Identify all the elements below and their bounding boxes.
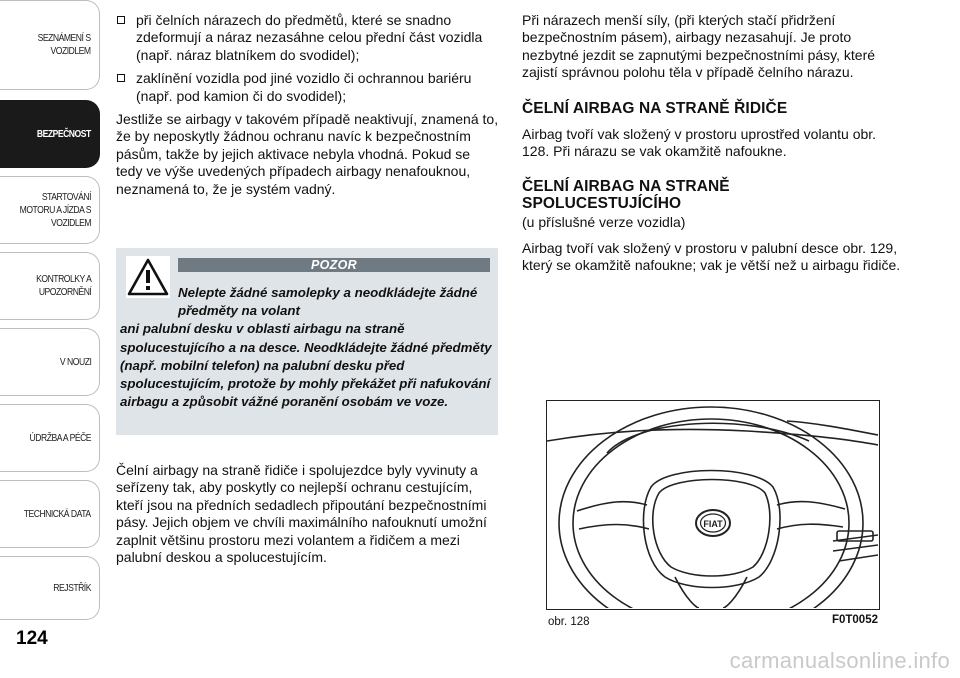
section-heading-driver-airbag: ČELNÍ AIRBAG NA STRANĚ ŘIDIČE — [522, 99, 788, 117]
body-paragraph: Airbag tvoří vak složený v prostoru uprostřed volantu obr. 128. Při nárazu se vak okamžitě nafoukne. — [522, 125, 877, 160]
body-paragraph: Jestliže se airbagy v takovém případě neaktivují, znamená to, že by neposkytly žádnou ochranu navíc k bezpečnostním pásům, takže by jejich aktivace nebyla vhodná. Pokud se tedy ve výše uvedených případech airbagy nenafouknou, neznamená to, že je systém vadný. — [116, 111, 499, 197]
left-column-bottom — [116, 462, 500, 576]
tab-label: TECHNICKÁ DATA — [24, 507, 91, 520]
figure-caption: obr. 128 — [548, 616, 590, 628]
tab-label: KONTROLKY A UPOZORNĚNÍ — [35, 273, 91, 298]
section-heading-passenger-airbag: ČELNÍ AIRBAG NA STRANĚ SPOLUCESTUJÍCÍHO — [522, 178, 730, 213]
right-column — [522, 12, 906, 285]
warning-box — [116, 248, 498, 435]
version-note: (u příslušné verze vozidla) — [522, 214, 686, 231]
warning-text-rest: ani palubní desku v oblasti airbagu na straně spolucestujícího a na desce. Neodkládejte žádné předměty (např. mobilní telefon) na palubní desku před spolucestujícím, protože by mohly překážet při nafukování airbagu a způsobit vážné poranění osobám ve voze. — [120, 321, 492, 410]
checkbox-bullet-icon — [117, 16, 125, 24]
tab-bezpecnost[interactable] — [0, 100, 100, 168]
page-number: 124 — [16, 628, 48, 649]
list-item — [116, 70, 500, 105]
body-paragraph: Při nárazech menší síly, (při kterých stačí přidržení bezpečnostním pásem), airbagy nezasahují. Je proto nezbytné jezdit se zapnutými bezpečnostními pásy, které zajistí správnou polohu těla v případě čelního nárazu. — [522, 12, 876, 81]
tab-label: STARTOVÁNÍ MOTORU A JÍZDA S VOZIDLEM — [19, 190, 91, 229]
steering-wheel-illustration — [547, 401, 878, 608]
body-paragraph: Čelní airbagy na straně řidiče i spolujezdce byly vyvinuty a seřízeny tak, aby poskytly co nejlepší ochranu cestujícím, kteří jsou na předních sedadlech připoutání bezpečnostními pásy. Jejich objem ve chvíli maximálního nafouknutí umožní zaplnit většinu prostoru mezi volantem a řidičem a mezi palubní deskou a spolucestujícím. — [116, 462, 487, 566]
body-paragraph: Airbag tvoří vak složený v prostoru v palubní desce obr. 129, který se okamžitě nafoukne; vak je větší než u airbagu řidiče. — [522, 239, 901, 274]
tab-startovani-motoru[interactable] — [0, 176, 100, 244]
warning-header: POZOR — [178, 258, 490, 272]
tab-technicka-data[interactable] — [0, 480, 100, 548]
list-item-text: zaklínění vozidla pod jiné vozidlo či ochrannou bariéru (např. pod kamion či do svodidel); — [136, 70, 472, 104]
warning-text — [120, 284, 498, 411]
checkbox-bullet-icon — [117, 74, 125, 82]
tab-v-nouzi[interactable] — [0, 328, 100, 396]
tab-label: REJSTŘÍK — [53, 581, 91, 594]
left-column — [116, 12, 500, 208]
figure-code: F0T0052 — [831, 614, 878, 626]
svg-text:FIAT: FIAT — [703, 519, 723, 529]
fiat-logo-icon — [696, 510, 730, 536]
figure-frame — [546, 400, 880, 610]
tab-label: ÚDRŽBA A PÉČE — [29, 431, 91, 444]
tab-label: V NOUZI — [59, 355, 91, 368]
tab-label: SEZNÁMENÍ S VOZIDLEM — [38, 32, 91, 57]
tab-seznameni-s-vozidlem[interactable] — [0, 0, 100, 90]
tab-kontrolky-a-upozorneni[interactable] — [0, 252, 100, 320]
warning-text-first: Nelepte žádné samolepky a neodkládejte žádné předměty na volant — [178, 285, 478, 319]
list-item-text: při čelních nárazech do předmětů, které se snadno zdeformují a náraz nezasáhne celou přední část vozidla (např. náraz blatníkem do svodidel); — [136, 12, 483, 63]
list-item — [116, 12, 500, 64]
figure-128 — [546, 400, 886, 630]
tab-rejstrik[interactable] — [0, 556, 100, 620]
chapter-sidebar — [0, 0, 104, 640]
tab-label: BEZPEČNOST — [37, 127, 91, 140]
tab-udrzba-a-pece[interactable] — [0, 404, 100, 472]
watermark: carmanualsonline.info — [729, 648, 950, 673]
